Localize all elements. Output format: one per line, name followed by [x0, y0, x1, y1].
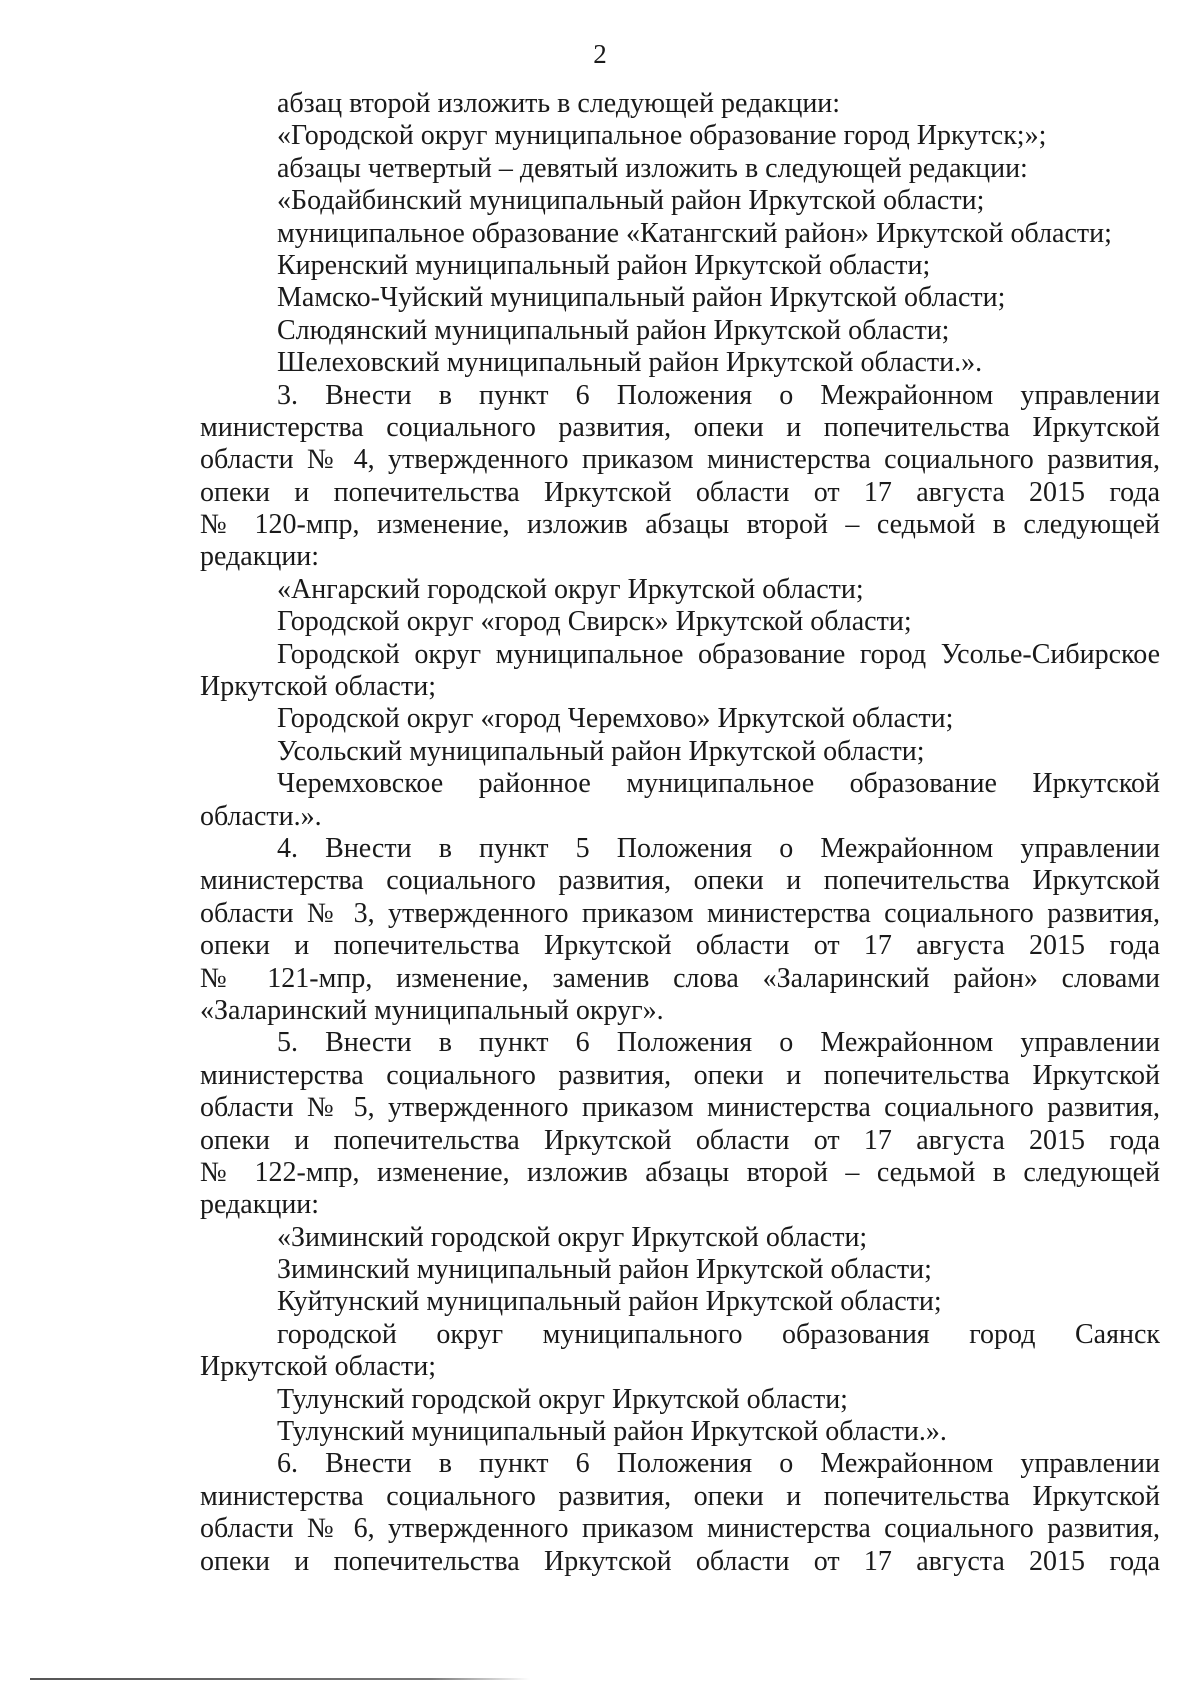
text-line: Городской округ «город Черемхово» Иркутской области;	[277, 703, 954, 735]
text-line: Куйтунский муниципальный район Иркутской области;	[277, 1286, 942, 1318]
text-line: Городской округ «город Свирск» Иркутской области;	[277, 606, 912, 638]
text-line: № 120-мпр, изменение, изложив абзацы второй – седьмой в следующей	[200, 509, 1160, 541]
text-line: Киренский муниципальный район Иркутской области;	[277, 249, 931, 281]
text-line: 4. Внести в пункт 5 Положения о Межрайонном управлении	[277, 832, 1160, 864]
text-line: муниципальное образование «Катангский район» Иркутской области;	[277, 217, 1112, 249]
text-line: редакции:	[200, 541, 320, 573]
text-line: № 122-мпр, изменение, изложив абзацы второй – седьмой в следующей	[200, 1156, 1160, 1188]
text-line: области № 6, утвержденного приказом министерства социального развития,	[200, 1513, 1160, 1545]
text-line: Иркутской области;	[200, 1351, 436, 1383]
text-line: Черемховское районное муниципальное образование Иркутской	[277, 768, 1160, 800]
scan-edge-line	[30, 1678, 530, 1680]
text-line: министерства социального развития, опеки и попечительства Иркутской	[200, 865, 1160, 897]
text-line: «Бодайбинский муниципальный район Иркутской области;	[277, 185, 985, 217]
page-number: 2	[593, 39, 607, 69]
text-line: Зиминский муниципальный район Иркутской области;	[277, 1254, 932, 1286]
text-line: опеки и попечительства Иркутской области от 17 августа 2015 года	[200, 1545, 1160, 1577]
text-line: Иркутской области;	[200, 671, 436, 703]
text-line: Тулунский городской округ Иркутской области;	[277, 1383, 848, 1415]
text-line: Городской округ муниципальное образование город Усолье-Сибирское	[277, 638, 1160, 670]
text-line: министерства социального развития, опеки и попечительства Иркутской	[200, 1059, 1160, 1091]
text-line: № 121-мпр, изменение, заменив слова «Заларинский район» словами	[200, 962, 1160, 994]
text-line: опеки и попечительства Иркутской области от 17 августа 2015 года	[200, 1124, 1160, 1156]
text-line: городской округ муниципального образования город Саянск	[277, 1318, 1160, 1350]
text-line: министерства социального развития, опеки и попечительства Иркутской	[200, 411, 1160, 443]
text-line: редакции:	[200, 1189, 320, 1221]
text-line: Шелеховский муниципальный район Иркутской области.».	[277, 347, 983, 379]
text-line: Мамско-Чуйский муниципальный район Иркутской области;	[277, 282, 1006, 314]
text-line: 6. Внести в пункт 6 Положения о Межрайонном управлении	[277, 1448, 1160, 1480]
text-line: «Ангарский городской округ Иркутской области;	[277, 573, 864, 605]
text-line: абзац второй изложить в следующей редакции:	[277, 88, 841, 119]
text-line: опеки и попечительства Иркутской области от 17 августа 2015 года	[200, 930, 1160, 962]
text-line: 5. Внести в пункт 6 Положения о Межрайонном управлении	[277, 1027, 1160, 1059]
document-body	[200, 88, 1160, 1578]
text-line: министерства социального развития, опеки и попечительства Иркутской	[200, 1480, 1160, 1512]
text-line: Усольский муниципальный район Иркутской области;	[277, 735, 925, 767]
text-line: 3. Внести в пункт 6 Положения о Межрайонном управлении	[277, 379, 1160, 411]
text-line: абзацы четвертый – девятый изложить в следующей редакции:	[277, 152, 1028, 184]
text-line: области № 4, утвержденного приказом министерства социального развития,	[200, 444, 1160, 476]
text-line: области.».	[200, 800, 322, 832]
text-line: «Городской округ муниципальное образование город Иркутск;»;	[277, 120, 1047, 152]
text-line: «Заларинский муниципальный округ».	[200, 994, 664, 1026]
text-line: Слюдянский муниципальный район Иркутской области;	[277, 314, 950, 346]
text-line: опеки и попечительства Иркутской области от 17 августа 2015 года	[200, 476, 1160, 508]
text-line: области № 3, утвержденного приказом министерства социального развития,	[200, 897, 1160, 929]
text-line: «Зиминский городской округ Иркутской области;	[277, 1221, 868, 1253]
text-line: Тулунский муниципальный район Иркутской области.».	[277, 1416, 947, 1448]
text-line: области № 5, утвержденного приказом министерства социального развития,	[200, 1092, 1160, 1124]
